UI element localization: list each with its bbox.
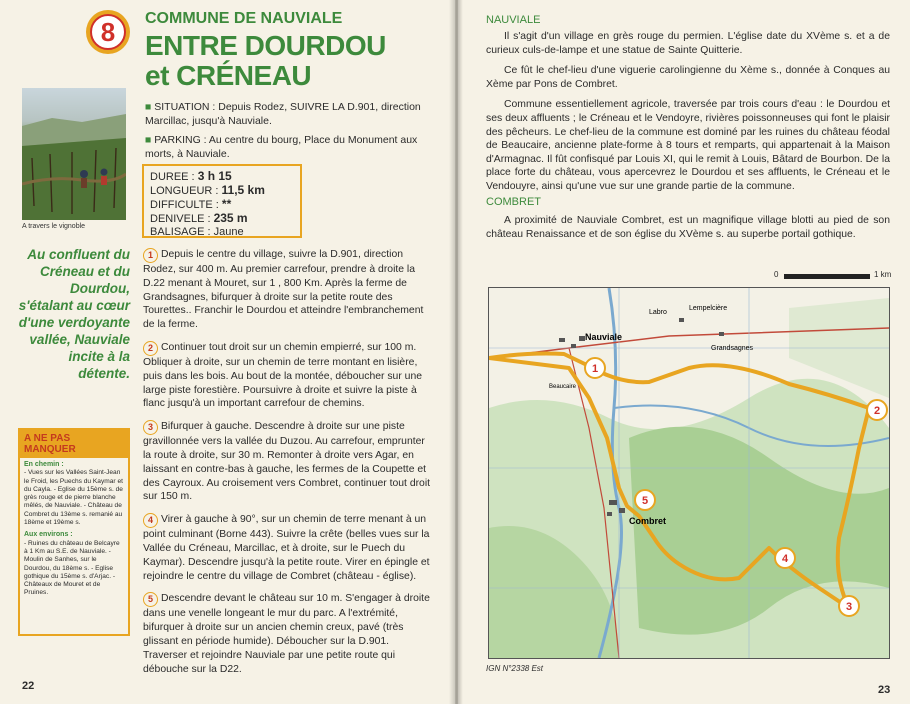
surroundings-text: - Ruines du château de Belcayre à 1 Km au S.E. de Nauviale. - Moulin de Sanhes, sur le Dourdou, du 18ème s. - Eglise gothique du 15ème s. d'Arjac. - Châteaux de Mouret et de Pruines. — [24, 539, 120, 597]
right-page — [458, 0, 910, 704]
scale-bar — [784, 274, 870, 279]
walk-number: 8 — [90, 14, 126, 50]
map-marker-1: 1 — [591, 363, 599, 375]
step-number: 1 — [143, 248, 158, 263]
map-scale — [774, 270, 904, 284]
vineyard-photo — [22, 88, 126, 220]
combret-paragraph: A proximité de Nauviale Combret, est un magnifique village blotti au pied de son château Renaissance et de son église du XVème s. au superbe portail gothique. — [486, 215, 890, 240]
map-marker-2: 2 — [873, 405, 881, 417]
difficulty-row — [150, 198, 294, 212]
elevation-value: 235 m — [213, 211, 248, 225]
step-2 — [143, 341, 433, 411]
elevation-row — [150, 212, 294, 226]
walk-number-badge — [86, 10, 130, 54]
step-text: Descendre devant le château sur 10 m. S'engager à droite dans une venelle longeant le mur du parc. A l'extrémité, bifurquer à droite sur un ancien chemin creux, pavé (très glissant en période humide). Déboucher sur la D.901. Traverser et rejoindre Nauviale par une petite route qui débouche sur la D22. — [143, 593, 430, 675]
walk-info-box — [142, 164, 302, 238]
scale-km: 1 km — [874, 270, 892, 279]
map-label-nauviale: Nauviale — [585, 332, 623, 342]
situation-text — [145, 100, 425, 128]
surroundings-title: Aux environs : — [24, 531, 73, 539]
nauviale-paragraph-1: Il s'agit d'un village en grès rouge du permien. L'église date du XVème s. et a de curieux culs-de-lampe et une statue de Sainte Quitterie. — [486, 31, 890, 56]
commune-heading: COMMUNE DE NAUVIALE — [145, 10, 343, 27]
step-1 — [143, 248, 433, 332]
on-the-way-title: En chemin : — [24, 461, 64, 468]
on-the-way-text: - Vues sur les Vallées Saint-Jean le Froid, les Puechs du Kaymar et du Cayla. - Eglise du 15ème s. de grès rouge et de pierre blanche mêlés, de Nauviale. - Château de Combret du 13ème s. remanié au 18ème et 19ème s. — [24, 469, 123, 527]
situation-value: SITUATION : Depuis Rodez, SUIVRE LA D.901, direction Marcillac, jusqu'à Nauviale. — [145, 101, 421, 127]
must-see-box — [18, 428, 130, 636]
map-marker-4: 4 — [781, 553, 789, 565]
length-row — [150, 184, 294, 198]
step-number: 5 — [143, 592, 158, 607]
map-label-lempelciere: Lempelcière — [689, 305, 728, 312]
parking-text — [145, 133, 425, 161]
step-number: 4 — [143, 513, 158, 528]
map-label-grandsagnes: Grandsagnes — [711, 345, 754, 352]
photo-caption: A travers le vignoble — [22, 223, 86, 230]
step-number: 3 — [143, 420, 158, 435]
step-number: 2 — [143, 341, 158, 356]
length-value: 11,5 km — [221, 183, 265, 197]
must-see-title: A NE PAS MANQUER — [20, 430, 128, 458]
route-steps — [143, 248, 433, 685]
page-title-line1: ENTRE DOURDOU — [145, 30, 386, 61]
difficulty-label: DIFFICULTE : — [150, 199, 222, 211]
combret-text — [486, 214, 890, 248]
parking-value: PARKING : Au centre du bourg, Place du Monument aux morts, à Nauviale. — [145, 134, 418, 160]
marking-label: BALISAGE : — [150, 226, 214, 238]
step-text: Continuer tout droit sur un chemin empierré, sur 100 m. Obliquer à droite, sur un chemin de terre montant en lisière, puis dans les bois. Au bout de la montée, déboucher sur une large piste forestière. Poursuivre à droite et suivre la piste à flanc jusqu'à un important carrefour de chemins. — [143, 341, 423, 410]
step-3 — [143, 420, 433, 504]
step-text: Bifurquer à gauche. Descendre à droite sur une piste gravillonnée vers la vallée du Duzou. Au carrefour, emprunter la route à droite, sur 30 m. Remonter à droite vers Agar, en laissant en contre-bas à gauche, les fermes de la Coupette et des Cayroux. Au croisement vers Combret, continuer tout droit sur 150 m. — [143, 421, 431, 503]
nauviale-heading: NAUVIALE — [486, 14, 541, 26]
duration-value: 3 h 15 — [197, 169, 232, 183]
elevation-label: DENIVELE : — [150, 213, 214, 225]
book-gutter — [449, 0, 463, 704]
map-label-labro: Labro — [649, 309, 667, 316]
scale-zero: 0 — [774, 270, 779, 279]
map-marker-5: 5 — [641, 495, 649, 507]
bullet-icon: ■ — [145, 134, 152, 146]
nauviale-paragraph-2: Ce fût le chef-lieu d'une viguerie carolingienne du Xème s., donnée à Conques au Xème par Pons de Combret. — [486, 65, 890, 90]
map-caption: IGN N°2338 Est — [486, 664, 543, 673]
duration-label: DUREE : — [150, 171, 198, 183]
duration-row — [150, 170, 294, 184]
route-map-svg — [489, 288, 889, 658]
page-number-left: 22 — [22, 680, 35, 692]
vineyard-photo-illustration — [22, 88, 126, 220]
marking-value: Jaune — [213, 226, 244, 238]
page-title-line2: et CRÉNEAU — [145, 60, 312, 91]
difficulty-value: ** — [221, 197, 232, 211]
page-number-right: 23 — [878, 684, 891, 696]
marking-row — [150, 226, 294, 239]
map-label-beaucaire: Beaucaire — [549, 384, 577, 390]
route-map — [488, 287, 890, 659]
bullet-icon: ■ — [145, 101, 152, 113]
step-4 — [143, 513, 433, 583]
nauviale-paragraph-3: Commune essentiellement agricole, traversée par trois cours d'eau : le Dourdou et ses deux affluents ; le Créneau et le Vendoyre, rivières poissonneuses qui font le plaisir des pêcheurs. Le chef-lieu de la commune est dominé par les ruines du château féodal de Beaucaire, ancienne plate-forme à 8 tours et remparts, qui appartenait à la Maison d'Armagnac. Il fût confisqué par Louis XI, qui le remit à Louis, Bâtard de Bourbon. De la place forte du château, vous apercevrez le Dourdou et ses affluents, le Créneau et le Vendouyre, ainsi qu'une vue sur une grande partie de la commune. — [486, 99, 890, 192]
step-text: Depuis le centre du village, suivre la D.901, direction Rodez, sur 400 m. Au premier carrefour, prendre à droite la D.22 menant à Mouret, sur 1 , 800 Km. Après la ferme de Grandsagnes, bifurquer à droite sur la petite route des Tourettes.. Franchir le Dourdou et atteindre l'embranchement de la ferme. — [143, 249, 424, 331]
tagline: Au confluent du Créneau et du Dourdou, s'étalant au cœur d'une verdoyante vallée, Nauviale incite à la détente. — [18, 247, 130, 381]
length-label: LONGUEUR : — [150, 185, 222, 197]
must-see-body — [20, 458, 128, 601]
step-5 — [143, 592, 433, 676]
map-label-combret: Combret — [629, 516, 667, 526]
nauviale-text — [486, 30, 890, 201]
combret-heading: COMBRET — [486, 196, 541, 208]
step-text: Virer à gauche à 90°, sur un chemin de terre menant à un point culminant (Borne 443). Suivre la crête (belles vues sur la Vallée du Créneau, Marcillac, et à droite, sur le Puech du Kaymar). Descendre jusqu'à la petite route. Virer en épingle et rejoindre le centre du village de Combret (château - église). — [143, 514, 430, 582]
map-marker-3: 3 — [845, 601, 853, 613]
